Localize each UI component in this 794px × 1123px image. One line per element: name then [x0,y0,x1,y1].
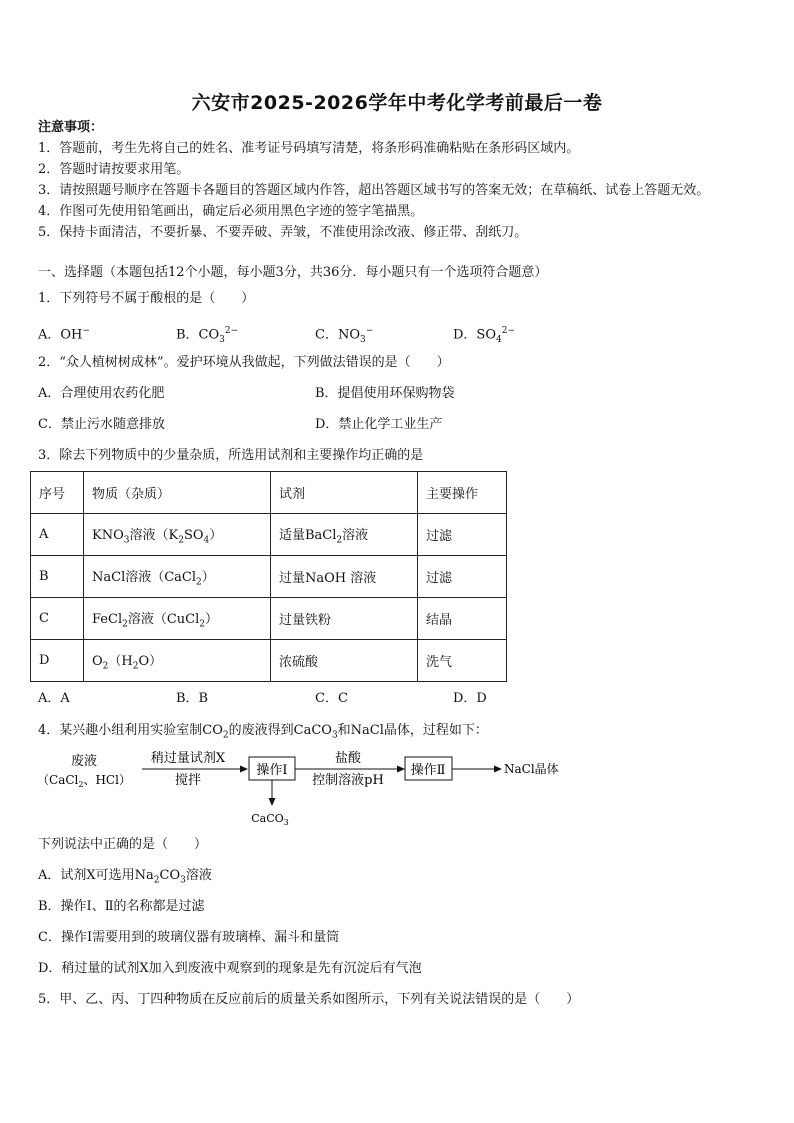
row-operation: 结晶 [418,598,507,640]
row-substance: $KNO_3$溶液$(K_2SO_4)$ [84,514,271,556]
q4-ask: 下列说法中正确的是（ ） [38,837,208,852]
q4-option-c: C．操作Ⅰ需要用到的玻璃仪器有玻璃棒、漏斗和量筒 [38,930,340,945]
arrow-head-2 [397,766,405,773]
question-1-stem: 1．下列符号不属于酸根的是（ ） [38,291,255,306]
row-id: B [31,556,84,598]
step1-action: 搅拌 [174,773,202,788]
question-5-stem: 5．甲、乙、丙、丁四种物质在反应前后的质量关系如图所示，下列有关说法错误的是（ ） [38,992,580,1007]
waste-composition: （CaCl$_2$、HCl） [37,773,131,789]
step2-reagent: 盐酸 [334,751,362,766]
row-operation: 洗气 [418,640,507,682]
row-substance: $O_2(H_2O)$ [84,640,271,682]
section-heading: 一、选择题（本题包括12个小题，每小题3分，共36分．每小题只有一个选项符合题意） [38,265,548,280]
row-operation: 过滤 [418,556,507,598]
q1-option-d: D．$SO_4^{2-}$ [453,326,516,345]
row-operation: 过滤 [418,514,507,556]
table-header-row [31,472,507,514]
row-reagent: 浓硫酸 [271,640,418,682]
q1-option-b: B．$CO_3^{2-}$ [176,326,239,345]
question-3-stem: 3．除去下列物质中的少量杂质，所选用试剂和主要操作均正确的是 [38,448,424,463]
q3-option-d: D．D [453,691,487,706]
row-reagent: 适量BaCl$_2$溶液 [271,514,418,556]
q2-option-d: D．禁止化学工业生产 [315,417,443,432]
q1-option-c: C．$NO_3^-$ [315,326,374,345]
row-substance: FeCl$_2$溶液（CuCl$_2$） [84,598,271,640]
arrow-head-down [269,798,276,806]
header-cell: 主要操作 [418,472,507,514]
q4-option-a: A．试剂X可选用$Na_2CO_3$溶液 [38,868,212,886]
row-reagent: 过量铁粉 [271,598,418,640]
page-title: 六安市2025-2026学年中考化学考前最后一卷 [191,92,603,114]
row-substance: NaCl溶液（CaCl$_2$） [84,556,271,598]
q3-option-b: B．B [176,691,209,706]
product-label: NaCl晶体 [504,762,559,776]
q4-option-b: B．操作Ⅰ、Ⅱ的名称都是过滤 [38,899,205,914]
step1-reagent: 稍过量试剂X [150,751,226,766]
row-reagent: 过量NaOH 溶液 [271,556,418,598]
precipitate-label: CaCO$_3$ [251,812,289,827]
question-4-stem: 4．某兴趣小组利用实验室制$CO_2$的废液得到CaCO$_3$和NaCl晶体，过程如下： [38,723,488,741]
operation-1-label: 操作Ⅰ [256,763,288,778]
q3-table [30,471,507,682]
row-id: C [31,598,84,640]
notice-item-1: 1．答题前，考生先将自己的姓名、准考证号码填写清楚，将条形码准确粘贴在条形码区域内。 [38,141,580,156]
q3-option-c: C．C [315,691,348,706]
q4-option-d: D．稍过量的试剂X加入到废液中观察到的现象是先有沉淀后有气泡 [38,961,422,976]
table-row [31,556,507,598]
operation-2-label: 操作Ⅱ [410,763,446,778]
table-row [31,598,507,640]
q3-option-a: A．A [38,691,70,706]
row-id: A [31,514,84,556]
header-cell: 序号 [31,472,84,514]
header-cell: 试剂 [271,472,418,514]
waste-label: 废液 [70,754,98,769]
process-flow-diagram [30,745,590,830]
question-2-stem: 2．“众人植树树成林”。爱护环境从我做起，下列做法错误的是（ ） [38,355,450,370]
notice-item-2: 2．答题时请按要求用笔。 [38,162,190,177]
arrow-head-3 [494,766,502,773]
notice-heading: 注意事项： [38,120,104,135]
arrow-head-1 [240,766,248,773]
notice-item-4: 4．作图可先使用铅笔画出，确定后必须用黑色字迹的签字笔描黑。 [38,204,424,219]
q1-option-a: A．OH− [38,326,90,343]
header-cell: 物质（杂质） [84,472,271,514]
q2-option-b: B．提倡使用环保购物袋 [315,386,455,401]
table-row [31,514,507,556]
q2-option-a: A．合理使用农药化肥 [38,386,165,401]
q2-option-c: C．禁止污水随意排放 [38,417,165,432]
notice-item-3: 3．请按照题号顺序在答题卡各题目的答题区域内作答，超出答题区域书写的答案无效；在草稿纸、试卷上答题无效。 [38,183,710,198]
step2-action: 控制溶液pH [312,773,384,788]
table-row [31,640,507,682]
notice-item-5: 5．保持卡面清洁，不要折暴、不要弄破、弄皱，不准使用涂改液、修正带、刮纸刀。 [38,225,528,240]
row-id: D [31,640,84,682]
